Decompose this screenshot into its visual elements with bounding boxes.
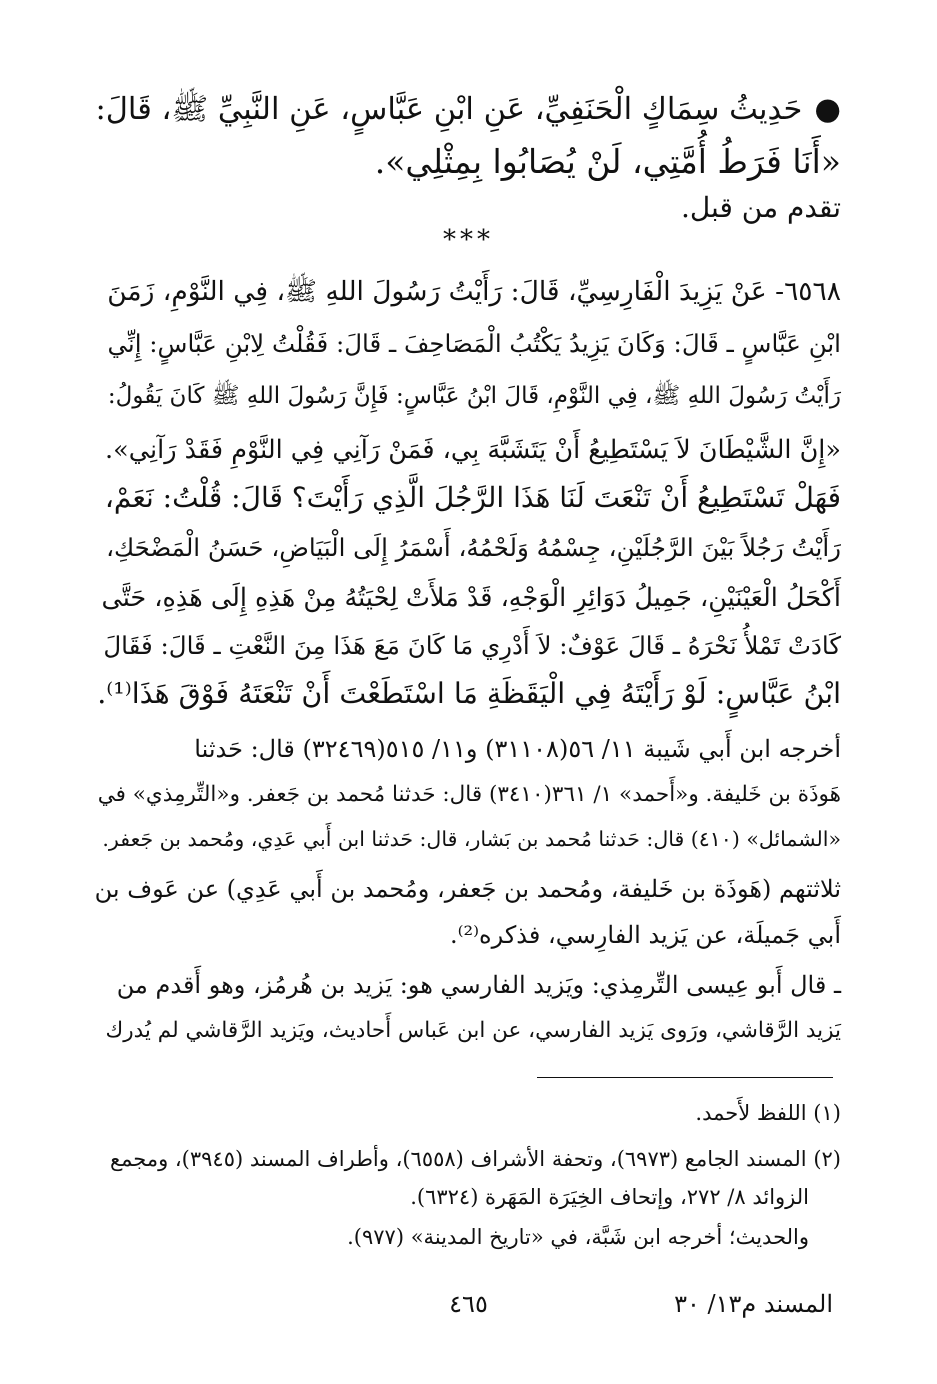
hadith-line-8: كَادَتْ تَمْلأُ نَحْرَهُ ـ قَالَ عَوْفٌ: لاَ أَدْرِي مَا كَانَ مَعَ هَذَا مِنَ النَّعْتِ ـ قَالَ: فَقَالَ bbox=[103, 631, 841, 660]
hadith-line-1: ٦٥٦٨- عَنْ يَزِيدَ الْفَارِسِيِّ، قَالَ: رَأَيْتُ رَسُولَ اللهِ ﷺ، فِي النَّوْمِ، زَمَنَ bbox=[107, 276, 841, 307]
hadith-line-9: ابْنُ عَبَّاسٍ: لَوْ رَأَيْتَهُ فِي الْيَقَظَةِ مَا اسْتَطَعْتَ أَنْ تَنْعَتَهُ فَوْقَ هَذَا⁽¹⁾. bbox=[97, 677, 841, 710]
hadith-line-2: ابْنِ عَبَّاسٍ ـ قَالَ: وَكَانَ يَزِيدُ يَكْتُبُ الْمَصَاحِفَ ـ قَالَ: فَقُلْتُ لِابْنِ عَبَّاسٍ: إِنِّي bbox=[107, 329, 841, 358]
source-line-1: أخرجه ابن أَبي شَيبة ١١/ ٥٦(٣١١٠٨) و١١/ ٥١٥(٣٢٤٦٩) قال: حَدثنا bbox=[194, 735, 841, 763]
page-number: ٤٦٥ bbox=[449, 1290, 488, 1318]
hadith-line-5: فَهَلْ تَسْتَطِيعُ أَنْ تَنْعَتَ لَنَا هَذَا الرَّجُلَ الَّذِي رَأَيْتَ؟ قَالَ: قُلْتُ: نَعَمْ، bbox=[104, 481, 841, 514]
hadith-line-4: «إِنَّ الشَّيْطَانَ لاَ يَسْتَطِيعُ أَنْ يَتَشَبَّهَ بِي، فَمَنْ رَآنِي فِي النَّوْمِ فَقَدْ رَآنِي». bbox=[105, 435, 841, 465]
source-line-5: أَبي جَميلَة، عن يَزيد الفارِسي، فذكره⁽²⁾. bbox=[449, 921, 841, 949]
footnote-3: والحديث؛ أخرجه ابن شَبَّة، في «تاريخ المدينة» (٩٧٧). bbox=[347, 1225, 809, 1249]
footnote-rule bbox=[537, 1077, 833, 1078]
intro-line-3: تقدم من قبل. bbox=[680, 191, 841, 224]
footnote-2-line-1: (٢) المسند الجامع (٦٩٧٣)، وتحفة الأشراف (٦٥٥٨)، وأطراف المسند (٣٩٤٥)، ومجمع bbox=[109, 1147, 841, 1171]
source-line-2: هَوذَة بن خَليفة. و«أَحمد» ١/ ٣٦١(٣٤١٠) قال: حَدثنا مُحمد بن جَعفر. و«التِّرمِذي» في bbox=[97, 782, 841, 807]
source-line-3: «الشمائل» (٤١٠) قال: حَدثنا مُحمد بن بَشار، قال: حَدثنا ابن أَبي عَدِي، ومُحمد بن جَعفر. bbox=[102, 827, 841, 851]
footnote-1: (١) اللفظ لأَحمد. bbox=[695, 1101, 841, 1125]
hadith-line-6: رَأَيْتُ رَجُلاً بَيْنَ الرَّجُلَيْنِ، جِسْمُهُ وَلَحْمُهُ، أَسْمَرُ إِلَى الْبَيَاضِ، حَسَنُ الْمَضْحَكِ، bbox=[106, 533, 841, 562]
volume-label: المسند م١٣/ ٣٠ bbox=[674, 1290, 833, 1318]
source-line-6: ـ قال أَبو عِيسى التِّرمِذي: ويَزيد الفارسي هو: يَزيد بن هُرمُز، وهو أَقدم من bbox=[116, 971, 841, 999]
bullet-icon: ● bbox=[814, 92, 841, 127]
hadith-line-7: أَكْحَلُ الْعَيْنَيْنِ، جَمِيلُ دَوَائِرِ الْوَجْهِ، قَدْ مَلأَتْ لِحْيَتُهُ مِنْ هَذِهِ إِلَى هَذِهِ، حَتَّى bbox=[101, 583, 841, 613]
intro-line-2: «أَنَا فَرَطُ أُمَّتِي، لَنْ يُصَابُوا بِمِثْلِي». bbox=[374, 142, 841, 181]
source-line-7: يَزيد الرَّقاشي، ورَوى يَزيد الفارسي، عن ابن عَباس أَحاديث، ويَزيد الرَّقاشي لم يُدرك bbox=[105, 1018, 841, 1043]
footnote-2-line-2: الزوائد ٨/ ٢٧٢، وإتحاف الخِيَرَة المَهَرة (٦٣٢٤). bbox=[410, 1185, 809, 1209]
separator-stars: *** bbox=[443, 225, 494, 255]
intro-line-1: ●حَدِيثُ سِمَاكٍ الْحَنَفِيِّ، عَنِ ابْنِ عَبَّاسٍ، عَنِ النَّبِيِّ ﷺ، قَالَ: bbox=[96, 88, 841, 132]
source-line-4: ثلاثتهم (هَوذَة بن خَليفة، ومُحمد بن جَعفر، ومُحمد بن أَبي عَدِي) عن عَوف بن bbox=[94, 875, 841, 903]
hadith-line-3: رَأَيْتُ رَسُولَ اللهِ ﷺ، فِي النَّوْمِ، قَالَ ابْنُ عَبَّاسٍ: فَإِنَّ رَسُولَ اللهِ ﷺ كَانَ يَقُولُ: bbox=[107, 383, 841, 409]
